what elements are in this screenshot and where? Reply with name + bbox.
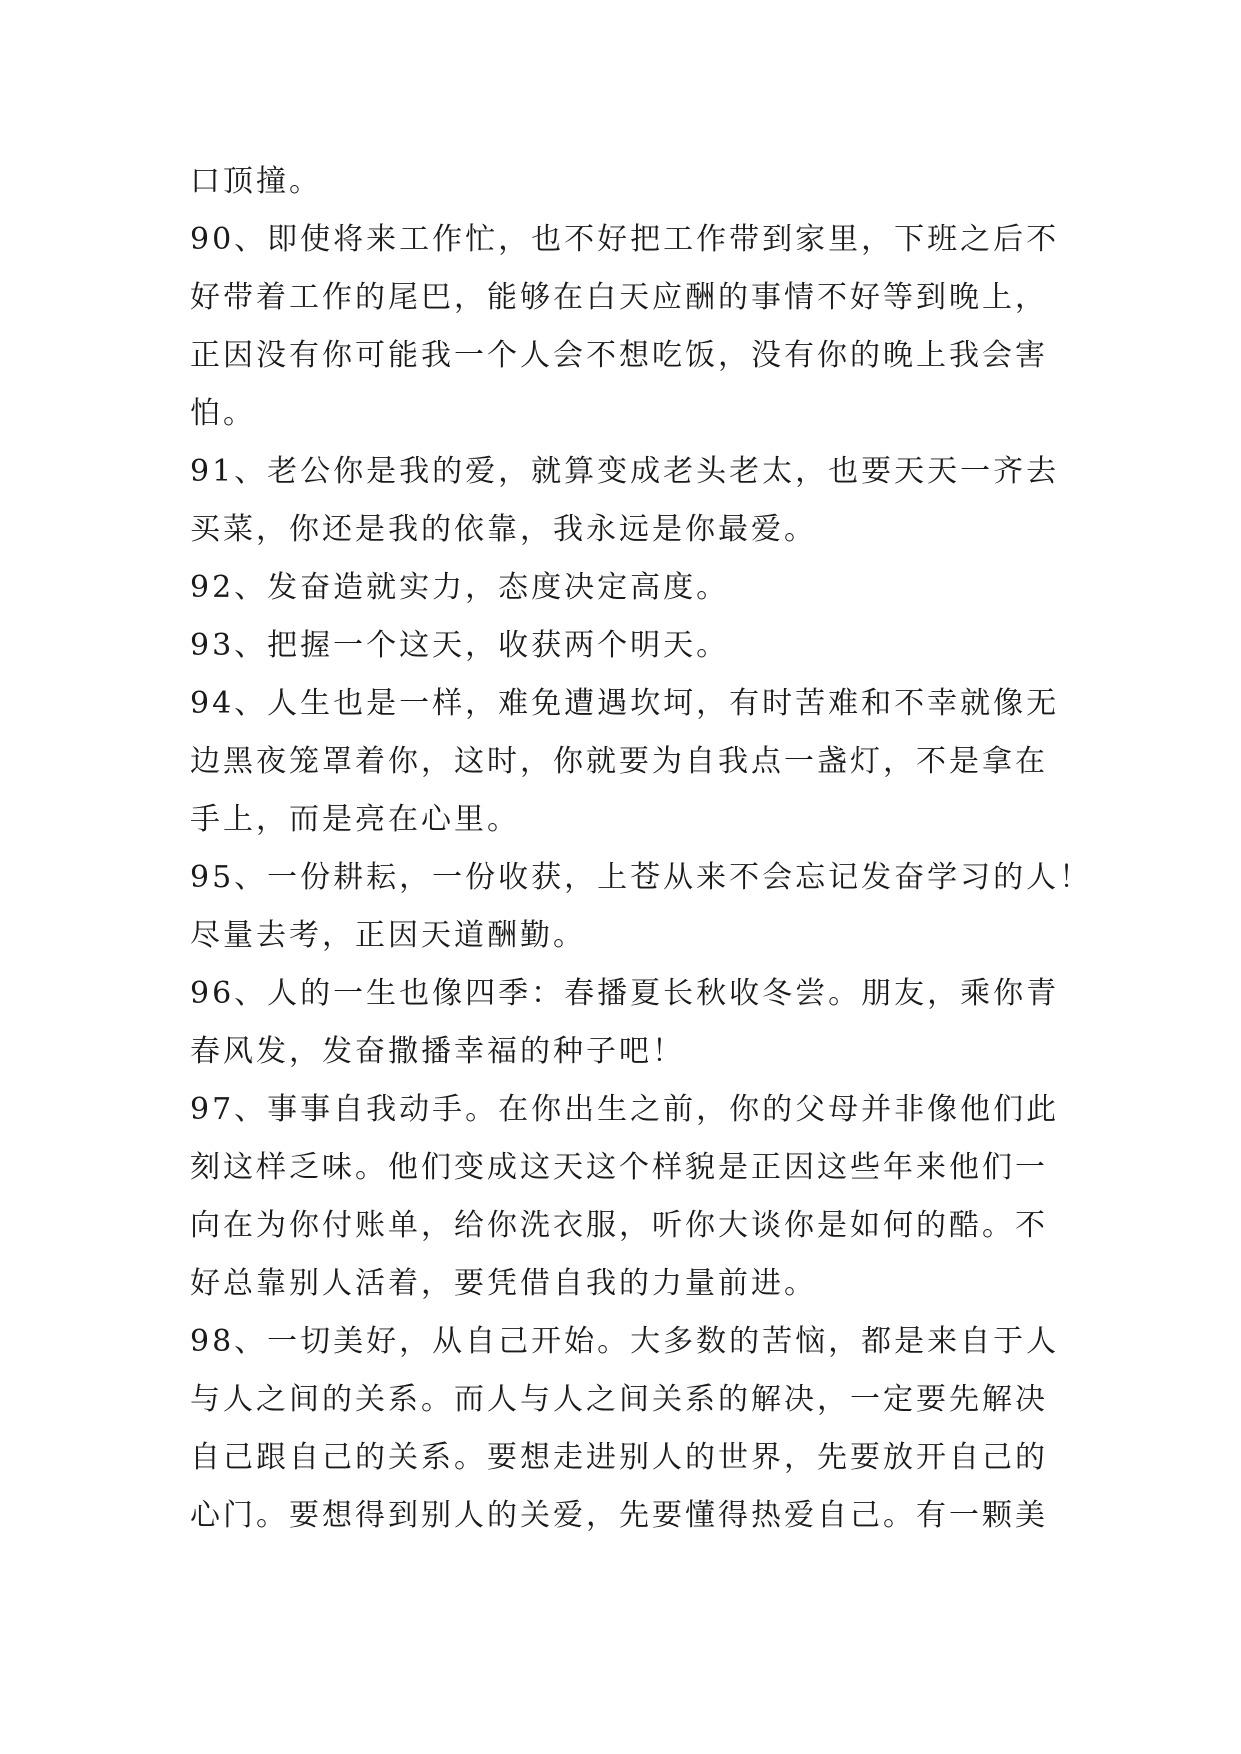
text-line: 手上，而是亮在心里。 [190, 802, 520, 837]
text-line: 口顶撞。 [190, 164, 322, 199]
text-line: 90、即使将来工作忙，也不好把工作带到家里，下班之后不 [190, 222, 1060, 257]
text-line: 95、一份耕耘，一份收获，上苍从来不会忘记发奋学习的人！ [190, 860, 1093, 895]
text-line: 春风发，发奋撒播幸福的种子吧！ [190, 1034, 685, 1069]
text-line: 怕。 [190, 396, 256, 431]
text-line: 正因没有你可能我一个人会不想吃饭，没有你的晚上我会害 [190, 338, 1048, 373]
text-line: 心门。要想得到别人的关爱，先要懂得热爱自己。有一颗美 [190, 1498, 1048, 1533]
text-line: 向在为你付账单，给你洗衣服，听你大谈你是如何的酷。不 [190, 1208, 1048, 1243]
text-line: 98、一切美好，从自己开始。大多数的苦恼，都是来自于人 [190, 1324, 1060, 1359]
text-line: 97、事事自我动手。在你出生之前，你的父母并非像他们此 [190, 1092, 1060, 1127]
text-line: 91、老公你是我的爱，就算变成老头老太，也要天天一齐去 [190, 454, 1060, 489]
text-line: 尽量去考，正因天道酬勤。 [190, 918, 586, 953]
text-line: 93、把握一个这天，收获两个明天。 [190, 628, 730, 663]
text-line: 买菜，你还是我的依靠，我永远是你最爱。 [190, 512, 817, 547]
text-line: 刻这样乏味。他们变成这天这个样貌是正因这些年来他们一 [190, 1150, 1048, 1185]
text-line: 自己跟自己的关系。要想走进别人的世界，先要放开自己的 [190, 1440, 1048, 1475]
text-line: 92、发奋造就实力，态度决定高度。 [190, 570, 730, 605]
document-body-text [190, 153, 1093, 1545]
text-line: 96、人的一生也像四季：春播夏长秋收冬尝。朋友，乘你青 [190, 976, 1060, 1011]
text-line: 好总靠别人活着，要凭借自我的力量前进。 [190, 1266, 817, 1301]
text-line: 94、人生也是一样，难免遭遇坎坷，有时苦难和不幸就像无 [190, 686, 1060, 721]
text-line: 好带着工作的尾巴，能够在白天应酬的事情不好等到晚上， [190, 280, 1048, 315]
text-line: 与人之间的关系。而人与人之间关系的解决，一定要先解决 [190, 1382, 1048, 1417]
text-line: 边黑夜笼罩着你，这时，你就要为自我点一盏灯，不是拿在 [190, 744, 1048, 779]
